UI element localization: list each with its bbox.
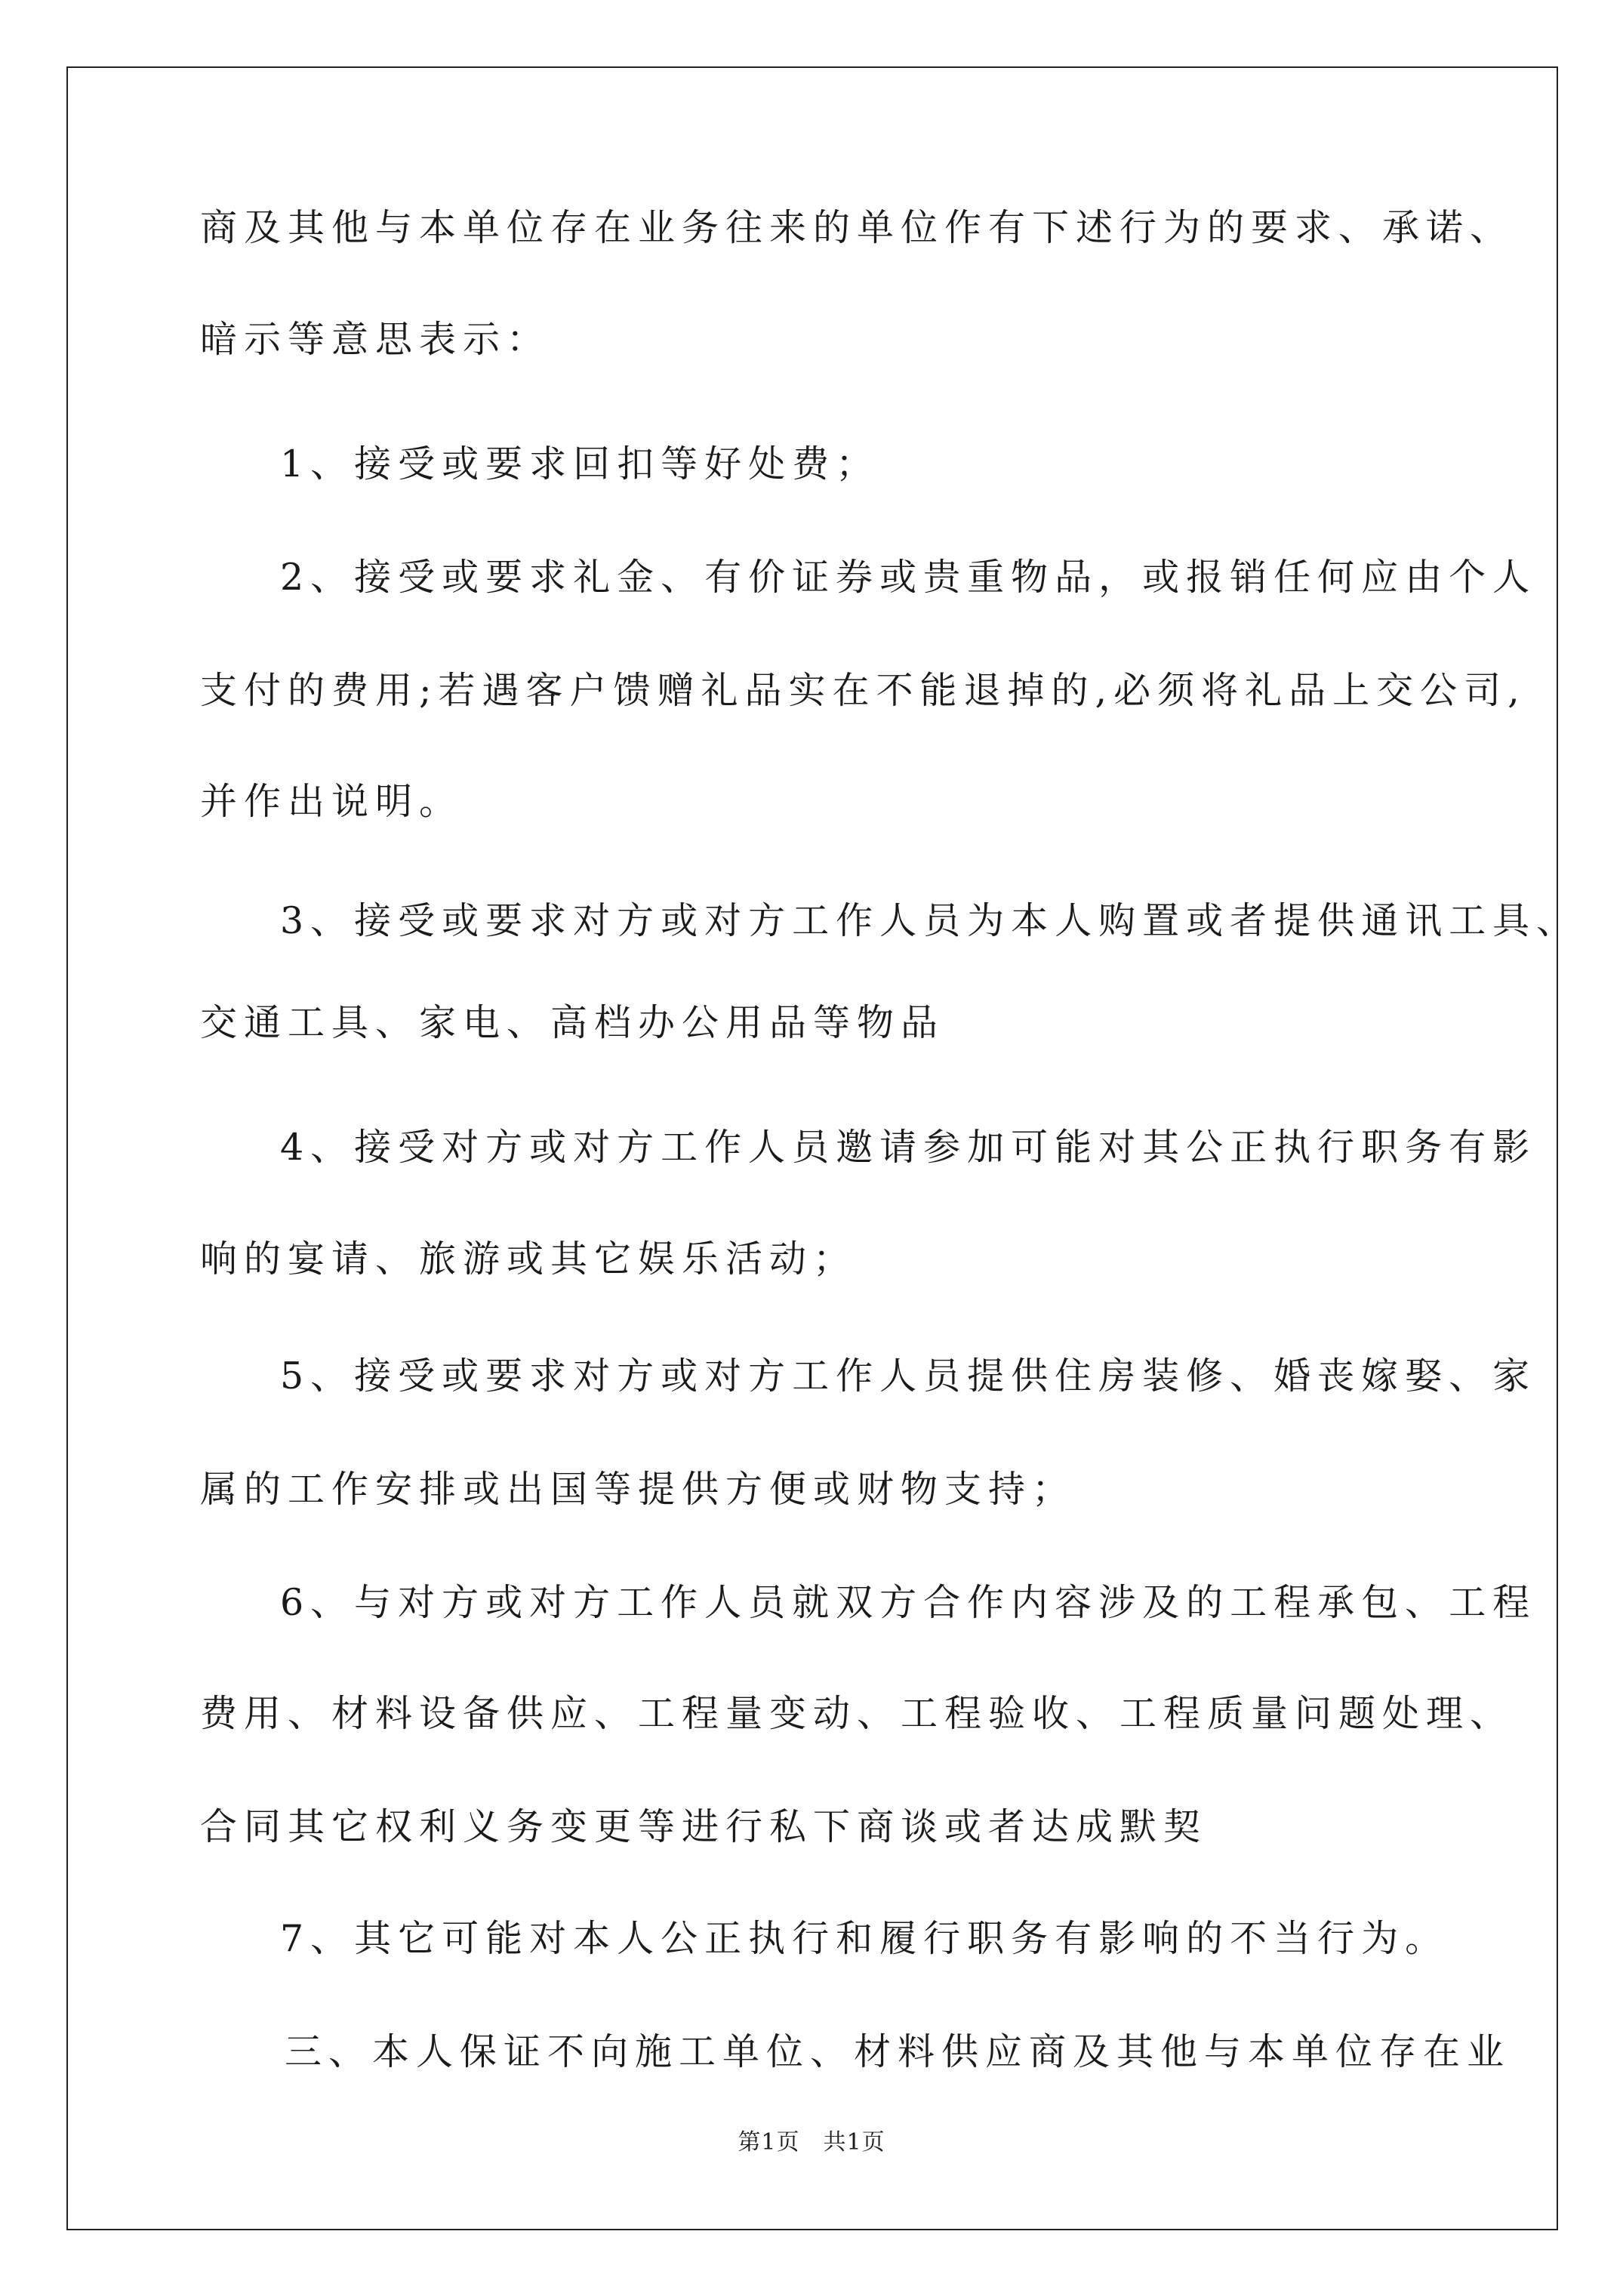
list-item: 3、接受或要求对方或对方工作人员为本人购置或者提供通讯工具、 bbox=[280, 899, 1581, 942]
list-item: 6、与对方或对方工作人员就双方合作内容涉及的工程承包、工程 bbox=[280, 1581, 1537, 1624]
text-line: 暗示等意思表示： bbox=[200, 318, 551, 361]
page-footer: 第1页 共1页 bbox=[738, 2129, 885, 2156]
text-line: 商及其他与本单位存在业务往来的单位作有下述行为的要求、承诺、 bbox=[200, 206, 1514, 249]
text-line: 属的工作安排或出国等提供方便或财物支持； bbox=[200, 1468, 1076, 1511]
text-line: 并作出说明。 bbox=[200, 780, 463, 823]
text-line: 费用、材料设备供应、工程量变动、工程验收、工程质量问题处理、 bbox=[200, 1692, 1514, 1735]
list-item: 2、接受或要求礼金、有价证券或贵重物品，或报销任何应由个人 bbox=[280, 556, 1537, 599]
list-item: 5、接受或要求对方或对方工作人员提供住房装修、婚丧嫁娶、家 bbox=[280, 1354, 1537, 1398]
text-line: 支付的费用;若遇客户馈赠礼品实在不能退掉的,必须将礼品上交公司, bbox=[200, 669, 1526, 712]
text-line: 合同其它权利义务变更等进行私下商谈或者达成默契 bbox=[200, 1805, 1208, 1848]
text-line: 交通工具、家电、高档办公用品等物品 bbox=[200, 1001, 945, 1044]
list-item: 1、接受或要求回扣等好处费； bbox=[280, 442, 880, 485]
section-heading: 三、本人保证不向施工单位、材料供应商及其他与本单位存在业 bbox=[285, 2030, 1511, 2073]
list-item: 4、接受对方或对方工作人员邀请参加可能对其公正执行职务有影 bbox=[280, 1126, 1537, 1169]
text-line: 响的宴请、旅游或其它娱乐活动； bbox=[200, 1237, 858, 1281]
list-item: 7、其它可能对本人公正执行和履行职务有影响的不当行为。 bbox=[280, 1917, 1449, 1960]
